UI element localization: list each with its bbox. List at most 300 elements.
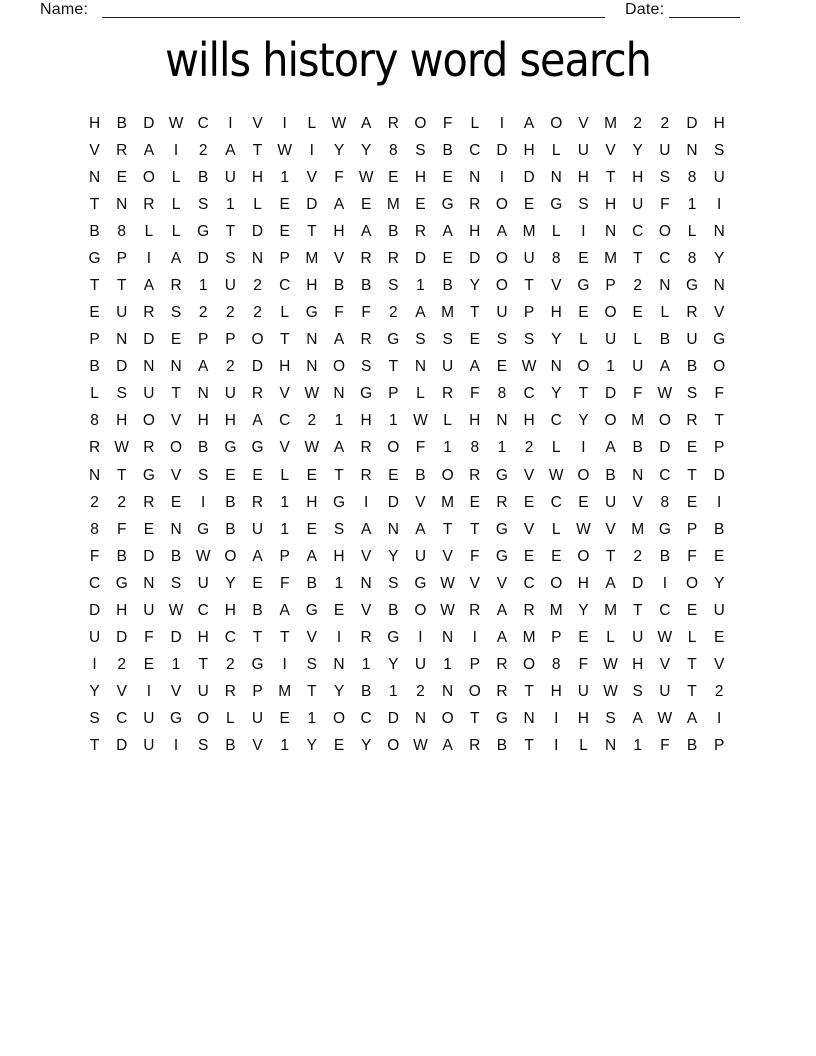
grid-letter: S bbox=[198, 466, 209, 484]
grid-letter: N bbox=[442, 629, 454, 647]
grid-letter: O bbox=[441, 466, 454, 484]
grid-letter: T bbox=[198, 656, 208, 674]
grid-letter: O bbox=[468, 683, 481, 701]
grid-letter: A bbox=[523, 114, 535, 132]
grid-letter: O bbox=[414, 601, 427, 619]
grid-letter: G bbox=[197, 520, 210, 538]
grid-letter: U bbox=[88, 629, 101, 647]
grid-letter: E bbox=[116, 168, 127, 186]
grid-letter: E bbox=[523, 493, 535, 511]
word-search-grid bbox=[81, 110, 733, 760]
grid-letter: N bbox=[88, 466, 101, 484]
grid-letter: W bbox=[603, 656, 618, 674]
grid-letter: T bbox=[89, 737, 100, 755]
grid-letter: N bbox=[387, 520, 399, 538]
grid-letter: S bbox=[170, 304, 182, 322]
grid-letter: I bbox=[173, 737, 179, 755]
grid-letter: E bbox=[714, 547, 725, 565]
grid-letter: P bbox=[686, 520, 698, 538]
grid-letter: P bbox=[279, 249, 290, 267]
grid-letter: I bbox=[173, 141, 179, 159]
grid-letter: V bbox=[333, 249, 345, 267]
grid-letter: T bbox=[252, 141, 263, 159]
grid-letter: C bbox=[224, 629, 236, 647]
grid-letter: Y bbox=[632, 141, 643, 159]
grid-letter: 2 bbox=[198, 141, 208, 159]
grid-letter: 8 bbox=[687, 249, 697, 267]
grid-letter: C bbox=[197, 114, 209, 132]
grid-letter: G bbox=[577, 277, 590, 294]
grid-letter: E bbox=[333, 601, 345, 619]
grid-letter: E bbox=[279, 710, 290, 728]
grid-letter: I bbox=[146, 249, 152, 267]
grid-letter: V bbox=[279, 385, 290, 403]
grid-letter: I bbox=[581, 439, 586, 457]
grid-letter: S bbox=[225, 249, 236, 267]
grid-letter: I bbox=[92, 656, 97, 674]
grid-letter: U bbox=[143, 710, 155, 728]
grid-letter: E bbox=[279, 222, 290, 240]
grid-letter: E bbox=[523, 195, 535, 213]
grid-letter: D bbox=[251, 222, 264, 240]
grid-letter: C bbox=[279, 412, 291, 430]
grid-letter: T bbox=[279, 629, 290, 647]
grid-letter: L bbox=[171, 222, 181, 240]
grid-letter: 2 bbox=[714, 683, 724, 701]
grid-letter: V bbox=[496, 574, 508, 592]
grid-letter: 8 bbox=[388, 141, 398, 159]
grid-letter: O bbox=[604, 412, 617, 430]
grid-letter: R bbox=[496, 493, 508, 511]
grid-letter: H bbox=[360, 412, 372, 430]
grid-letter: M bbox=[305, 249, 319, 267]
grid-letter: P bbox=[523, 304, 535, 322]
grid-letter: 2 bbox=[253, 304, 262, 322]
grid-letter: A bbox=[496, 222, 508, 240]
grid-letter: 1 bbox=[280, 520, 289, 538]
grid-letter: O bbox=[577, 358, 590, 376]
grid-letter: G bbox=[387, 629, 400, 647]
grid-letter: L bbox=[144, 222, 154, 240]
grid-letter: D bbox=[306, 195, 318, 213]
grid-letter: O bbox=[495, 195, 508, 213]
grid-letter: D bbox=[116, 737, 128, 755]
grid-letter: N bbox=[251, 249, 264, 267]
grid-letter: R bbox=[170, 277, 182, 294]
grid-letter: U bbox=[577, 683, 589, 701]
grid-letter: D bbox=[414, 249, 427, 267]
grid-letter: E bbox=[388, 168, 399, 186]
grid-letter: B bbox=[116, 547, 127, 565]
grid-letter: 1 bbox=[280, 168, 289, 186]
grid-letter: S bbox=[632, 683, 643, 701]
grid-letter: M bbox=[604, 249, 617, 267]
grid-letter: R bbox=[143, 493, 155, 511]
grid-letter: Y bbox=[551, 385, 562, 403]
grid-letter: I bbox=[336, 629, 342, 647]
grid-letter: 2 bbox=[226, 358, 235, 376]
grid-letter: S bbox=[496, 331, 508, 349]
grid-letter: I bbox=[146, 683, 152, 701]
grid-letter: M bbox=[631, 412, 645, 430]
grid-letter: U bbox=[632, 195, 644, 213]
grid-letter: T bbox=[307, 683, 317, 701]
grid-letter: A bbox=[605, 439, 616, 457]
grid-letter: T bbox=[388, 358, 399, 376]
grid-letter: E bbox=[170, 331, 182, 349]
grid-letter: L bbox=[226, 710, 235, 728]
grid-letter: D bbox=[116, 358, 128, 376]
grid-letter: C bbox=[279, 277, 291, 294]
grid-letter: H bbox=[577, 574, 589, 592]
grid-letter: E bbox=[333, 737, 345, 755]
grid-letter: F bbox=[361, 304, 371, 322]
grid-letter: V bbox=[170, 683, 182, 701]
grid-letter: F bbox=[89, 547, 100, 565]
grid-letter: A bbox=[360, 520, 372, 538]
grid-letter: 2 bbox=[90, 493, 99, 511]
grid-letter: T bbox=[687, 683, 697, 701]
grid-letter: V bbox=[442, 547, 453, 565]
grid-letter: N bbox=[170, 520, 182, 538]
grid-letter: A bbox=[252, 547, 263, 565]
grid-letter: G bbox=[197, 222, 210, 240]
grid-letter: R bbox=[360, 439, 372, 457]
grid-letter: H bbox=[333, 222, 345, 240]
grid-letter: T bbox=[470, 710, 480, 728]
grid-letter: T bbox=[605, 547, 616, 565]
grid-letter: B bbox=[415, 466, 426, 484]
grid-letter: B bbox=[225, 737, 236, 755]
grid-letter: Y bbox=[360, 737, 372, 755]
grid-letter: U bbox=[577, 141, 589, 159]
grid-letter: B bbox=[496, 737, 508, 755]
date-blank-line bbox=[669, 0, 740, 18]
grid-letter: B bbox=[442, 277, 453, 294]
grid-letter: I bbox=[717, 493, 722, 511]
grid-letter: U bbox=[713, 168, 725, 186]
grid-letter: D bbox=[469, 249, 481, 267]
grid-letter: H bbox=[604, 195, 617, 213]
grid-letter: R bbox=[360, 629, 372, 647]
grid-letter: 1 bbox=[198, 277, 208, 294]
grid-letter: D bbox=[387, 493, 399, 511]
grid-letter: C bbox=[116, 710, 128, 728]
grid-letter: S bbox=[360, 358, 372, 376]
grid-letter: M bbox=[549, 601, 563, 619]
grid-letter: B bbox=[686, 358, 698, 376]
grid-letter: 1 bbox=[497, 439, 507, 457]
grid-letter: W bbox=[576, 520, 591, 538]
grid-letter: 1 bbox=[226, 195, 235, 213]
grid-letter: T bbox=[225, 222, 236, 240]
grid-letter: U bbox=[632, 629, 644, 647]
grid-letter: L bbox=[551, 439, 561, 457]
grid-letter: Y bbox=[388, 656, 399, 674]
grid-letter: F bbox=[442, 114, 453, 132]
grid-letter: E bbox=[360, 195, 372, 213]
grid-letter: T bbox=[171, 385, 181, 403]
grid-letter: W bbox=[358, 168, 374, 186]
grid-letter: N bbox=[143, 358, 155, 376]
grid-letter: N bbox=[333, 656, 345, 674]
grid-letter: V bbox=[252, 737, 263, 755]
grid-letter: T bbox=[524, 683, 534, 701]
grid-letter: W bbox=[331, 114, 347, 132]
grid-letter: S bbox=[116, 385, 127, 403]
grid-letter: S bbox=[333, 520, 345, 538]
grid-letter: N bbox=[550, 358, 562, 376]
grid-letter: R bbox=[686, 304, 698, 322]
grid-letter: U bbox=[496, 304, 508, 322]
grid-letter: T bbox=[89, 195, 100, 213]
grid-letter: 1 bbox=[443, 656, 452, 674]
grid-letter: R bbox=[442, 385, 454, 403]
grid-letter: P bbox=[551, 629, 562, 647]
grid-letter: N bbox=[550, 168, 562, 186]
grid-letter: P bbox=[225, 331, 236, 349]
grid-letter: D bbox=[632, 574, 644, 592]
grid-letter: O bbox=[142, 168, 155, 186]
grid-letter: L bbox=[579, 331, 588, 349]
grid-letter: N bbox=[116, 195, 128, 213]
grid-letter: V bbox=[306, 629, 317, 647]
grid-letter: N bbox=[604, 737, 617, 755]
grid-letter: M bbox=[522, 629, 536, 647]
grid-letter: C bbox=[88, 574, 101, 592]
grid-letter: P bbox=[469, 656, 480, 674]
grid-letter: A bbox=[415, 304, 426, 322]
grid-letter: M bbox=[441, 493, 455, 511]
grid-letter: R bbox=[360, 331, 372, 349]
grid-letter: W bbox=[277, 141, 292, 159]
grid-letter: H bbox=[197, 412, 209, 430]
grid-letter: N bbox=[523, 710, 535, 728]
grid-letter: D bbox=[197, 249, 209, 267]
grid-letter: G bbox=[305, 304, 318, 322]
grid-letter: O bbox=[523, 656, 536, 674]
grid-letter: O bbox=[550, 574, 563, 592]
grid-letter: T bbox=[89, 277, 100, 294]
grid-letter: V bbox=[360, 601, 372, 619]
grid-letter: H bbox=[577, 710, 589, 728]
grid-letter: I bbox=[717, 195, 722, 213]
grid-letter: H bbox=[713, 114, 725, 132]
grid-letter: R bbox=[251, 493, 264, 511]
grid-letter: 1 bbox=[687, 195, 697, 213]
grid-letter: H bbox=[224, 412, 236, 430]
grid-letter: D bbox=[143, 547, 155, 565]
grid-letter: 8 bbox=[551, 656, 561, 674]
grid-letter: C bbox=[550, 412, 562, 430]
grid-letter: F bbox=[279, 574, 290, 592]
grid-letter: E bbox=[225, 466, 236, 484]
grid-letter: E bbox=[686, 439, 698, 457]
grid-letter: B bbox=[686, 737, 698, 755]
grid-letter: H bbox=[197, 629, 209, 647]
grid-letter: 2 bbox=[633, 277, 643, 294]
grid-letter: F bbox=[415, 439, 426, 457]
grid-letter: G bbox=[441, 195, 454, 213]
grid-letter: D bbox=[251, 358, 264, 376]
grid-letter: 1 bbox=[388, 412, 398, 430]
grid-letter: C bbox=[632, 222, 644, 240]
grid-letter: U bbox=[442, 358, 454, 376]
grid-letter: V bbox=[469, 574, 480, 592]
grid-letter: F bbox=[714, 385, 724, 403]
grid-letter: 2 bbox=[416, 683, 425, 701]
grid-letter: A bbox=[659, 358, 671, 376]
grid-letter: O bbox=[387, 737, 400, 755]
grid-letter: R bbox=[469, 466, 481, 484]
grid-letter: T bbox=[687, 466, 697, 484]
grid-letter: C bbox=[659, 249, 671, 267]
grid-letter: I bbox=[228, 114, 233, 132]
grid-letter: F bbox=[632, 385, 643, 403]
grid-letter: U bbox=[116, 304, 128, 322]
grid-letter: U bbox=[632, 358, 644, 376]
grid-letter: R bbox=[360, 249, 372, 267]
grid-letter: H bbox=[550, 304, 562, 322]
grid-letter: T bbox=[605, 168, 616, 186]
grid-letter: A bbox=[496, 629, 508, 647]
grid-letter: B bbox=[360, 277, 372, 294]
grid-letter: D bbox=[143, 331, 155, 349]
grid-letter: W bbox=[440, 574, 455, 592]
grid-letter: E bbox=[632, 304, 643, 322]
grid-letter: S bbox=[198, 195, 209, 213]
grid-letter: R bbox=[414, 222, 427, 240]
grid-letter: O bbox=[387, 439, 400, 457]
grid-letter: Y bbox=[225, 574, 236, 592]
grid-letter: V bbox=[659, 656, 671, 674]
grid-letter: D bbox=[659, 439, 671, 457]
grid-letter: U bbox=[143, 737, 155, 755]
grid-letter: T bbox=[714, 412, 724, 430]
grid-letter: Y bbox=[360, 141, 372, 159]
grid-letter: 1 bbox=[334, 412, 344, 430]
grid-letter: W bbox=[114, 439, 130, 457]
date-label: Date: bbox=[625, 1, 665, 18]
grid-letter: N bbox=[442, 683, 454, 701]
grid-letter: G bbox=[550, 195, 563, 213]
grid-letter: B bbox=[360, 683, 372, 701]
grid-letter: H bbox=[469, 222, 481, 240]
grid-letter: 1 bbox=[334, 574, 344, 592]
grid-letter: H bbox=[632, 656, 644, 674]
grid-letter: G bbox=[495, 520, 508, 538]
grid-letter: R bbox=[496, 656, 508, 674]
grid-letter: I bbox=[662, 574, 668, 592]
grid-letter: V bbox=[714, 656, 725, 674]
grid-letter: 1 bbox=[280, 737, 289, 755]
grid-letter: I bbox=[554, 737, 559, 755]
grid-letter: D bbox=[523, 168, 535, 186]
grid-letter: V bbox=[632, 493, 643, 511]
grid-letter: D bbox=[686, 114, 698, 132]
grid-letter: 1 bbox=[361, 656, 371, 674]
grid-letter: R bbox=[143, 195, 155, 213]
grid-letter: G bbox=[305, 601, 318, 619]
grid-letter: V bbox=[170, 412, 182, 430]
grid-letter: G bbox=[251, 439, 264, 457]
grid-letter: L bbox=[633, 331, 643, 349]
grid-letter: O bbox=[577, 547, 590, 565]
grid-letter: U bbox=[414, 547, 427, 565]
grid-letter: E bbox=[252, 466, 263, 484]
grid-letter: S bbox=[198, 737, 209, 755]
grid-letter: A bbox=[252, 412, 263, 430]
grid-letter: H bbox=[469, 412, 481, 430]
grid-letter: G bbox=[360, 385, 373, 403]
grid-letter: 2 bbox=[660, 114, 670, 132]
grid-letter: E bbox=[415, 195, 426, 213]
grid-letter: A bbox=[442, 737, 453, 755]
grid-letter: L bbox=[90, 385, 99, 403]
grid-letter: A bbox=[442, 222, 453, 240]
grid-letter: 8 bbox=[470, 439, 480, 457]
grid-letter: A bbox=[605, 574, 616, 592]
grid-letter: H bbox=[88, 114, 101, 132]
grid-letter: 2 bbox=[226, 304, 235, 322]
grid-letter: P bbox=[89, 331, 100, 349]
grid-letter: T bbox=[687, 656, 697, 674]
grid-letter: 8 bbox=[117, 222, 127, 240]
grid-letter: E bbox=[442, 168, 453, 186]
grid-letter: A bbox=[306, 547, 317, 565]
grid-letter: E bbox=[551, 547, 562, 565]
grid-letter: 8 bbox=[90, 412, 99, 430]
grid-letter: V bbox=[89, 141, 100, 159]
grid-letter: O bbox=[224, 547, 237, 565]
grid-letter: O bbox=[713, 358, 726, 376]
grid-letter: E bbox=[469, 493, 480, 511]
grid-letter: H bbox=[251, 168, 264, 186]
grid-letter: W bbox=[168, 601, 184, 619]
grid-letter: V bbox=[360, 547, 372, 565]
grid-letter: G bbox=[414, 574, 427, 592]
grid-letter: G bbox=[495, 466, 508, 484]
grid-letter: 1 bbox=[416, 277, 425, 294]
grid-letter: 2 bbox=[633, 114, 643, 132]
grid-letter: T bbox=[117, 277, 127, 294]
grid-letter: L bbox=[280, 466, 289, 484]
grid-letter: Y bbox=[714, 574, 725, 592]
grid-letter: I bbox=[499, 114, 505, 132]
grid-letter: F bbox=[144, 629, 154, 647]
grid-letter: U bbox=[713, 601, 725, 619]
grid-letter: M bbox=[386, 195, 400, 213]
grid-letter: T bbox=[524, 737, 534, 755]
grid-letter: E bbox=[279, 195, 290, 213]
grid-letter: L bbox=[443, 412, 452, 430]
grid-letter: H bbox=[306, 277, 318, 294]
grid-letter: F bbox=[117, 520, 127, 538]
grid-letter: O bbox=[604, 304, 617, 322]
grid-letter: W bbox=[603, 683, 618, 701]
grid-letter: L bbox=[280, 304, 289, 322]
grid-letter: O bbox=[414, 114, 427, 132]
grid-letter: L bbox=[687, 222, 697, 240]
grid-letter: U bbox=[143, 601, 155, 619]
grid-letter: O bbox=[251, 331, 264, 349]
grid-letter: O bbox=[685, 574, 699, 592]
grid-letter: B bbox=[89, 222, 100, 240]
grid-letter: N bbox=[713, 277, 725, 294]
grid-letter: V bbox=[523, 520, 535, 538]
grid-letter: A bbox=[496, 601, 508, 619]
grid-letter: 1 bbox=[633, 737, 643, 755]
